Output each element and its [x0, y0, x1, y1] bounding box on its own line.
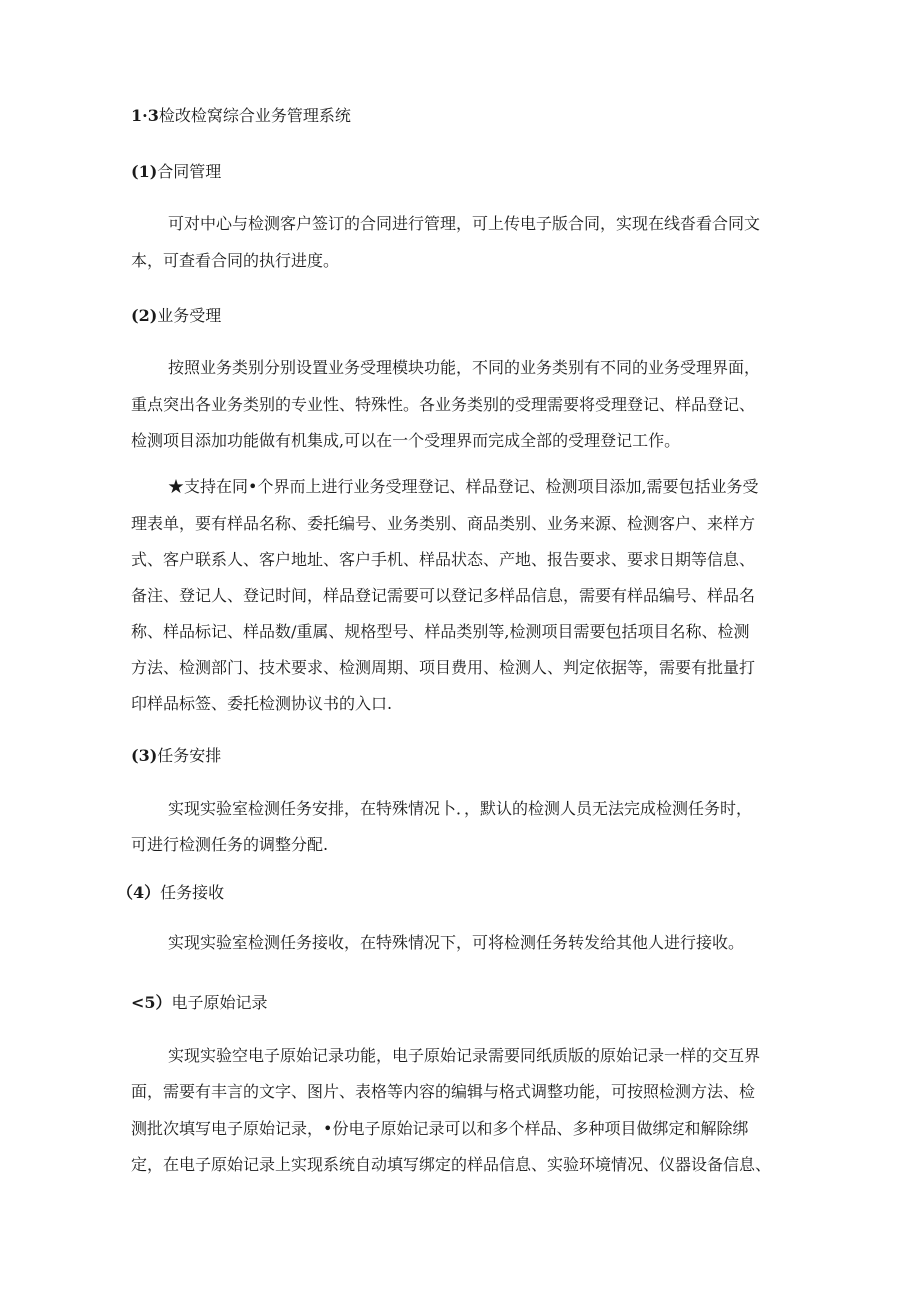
paragraph-line: 备注、登记人、登记时间，样品登记需要可以登记多样品信息，需要有样品编号、样品名 [131, 586, 756, 605]
item-number: <5） [131, 993, 172, 1012]
item-heading-text: 任务接收 [160, 883, 225, 902]
paragraph-line: 实现实验室检测任务安排，在特殊情况卜．，默认的检测人员无法完成检测任务时， [168, 799, 753, 818]
paragraph-line: 重点突出各业务类别的专业性、特殊性。各业务类别的受理需要将受理登记、样品登记、 [131, 395, 756, 414]
paragraph-line: 印样品标签、委托检测协议书的入口. [131, 694, 393, 713]
item-heading-3 [131, 746, 221, 766]
paragraph-line: 实现实验空电子原始记录功能，电子原始记录需要同纸质版的原始记录一样的交互界 [168, 1046, 761, 1065]
paragraph-line: 面，需要有丰言的文字、图片、表格等内容的编辑与格式调整功能，可按照检测方法、检 [131, 1082, 756, 1101]
paragraph-line: 按照业务类别分别设置业务受理模块功能，不同的业务类别有不同的业务受理界面， [168, 358, 761, 377]
paragraph-line: 定，在电子原始记录上实现系统自动填写绑定的样品信息、实验环境情况、仪器设备信息、 [131, 1155, 772, 1174]
item-number: (1) [131, 162, 158, 181]
item-heading-5 [131, 993, 268, 1013]
paragraph-line: 理表单，要有样品名称、委托编号、业务类别、商品类别、业务来源、检测客户、来样方 [131, 514, 756, 533]
item-heading-2 [131, 306, 221, 326]
paragraph-line: 式、客户联系人、客户地址、客户手机、样品状态、产地、报告要求、要求日期等信息、 [131, 550, 756, 569]
item-heading-text: 任务安排 [157, 746, 222, 765]
item-heading-text: 合同管理 [157, 162, 222, 181]
paragraph-line: 实现实验室检测任务接收，在特殊情况下，可将检测任务转发给其他人进行接收。 [168, 933, 745, 952]
paragraph-line: 本，可查看合同的执行进度。 [131, 251, 340, 270]
paragraph-line: 可进行检测任务的调整分配. [131, 835, 329, 854]
item-heading-text: 电子原始记录 [171, 993, 268, 1012]
item-heading-4 [117, 883, 224, 903]
section-title-text: 检改检窝综合业务管理系统 [158, 106, 351, 125]
paragraph-line: 测批次填写电子原始记录，•份电子原始记录可以和多个样品、多种项目做绑定和解除绑 [131, 1119, 749, 1138]
section-number: 1·3 [131, 106, 159, 125]
item-number: （4） [117, 883, 161, 902]
item-heading-1 [131, 162, 221, 182]
paragraph-line: 可对中心与检测客户签订的合同进行管理，可上传电子版合同，实现在线沓看合同文 [168, 214, 761, 233]
section-title [131, 106, 351, 126]
paragraph-line: 方法、检测部门、技术要求、检测周期、项目费用、检测人、判定依据等，需要有批量打 [131, 658, 756, 677]
paragraph-line: ★支持在同•个界而上进行业务受理登记、样品登记、检测项目添加,需要包括业务受 [168, 477, 759, 496]
paragraph-line: 检测项目添加功能做有机集成,可以在一个受理界而完成全部的受理登记工作。 [131, 431, 681, 450]
paragraph-line: 称、样品标记、样品数/重属、规格型号、样品类别等,检测项目需要包括项目名称、检测 [131, 622, 750, 641]
item-heading-text: 业务受理 [157, 306, 222, 325]
item-number: (2) [131, 306, 158, 325]
item-number: (3) [131, 746, 158, 765]
